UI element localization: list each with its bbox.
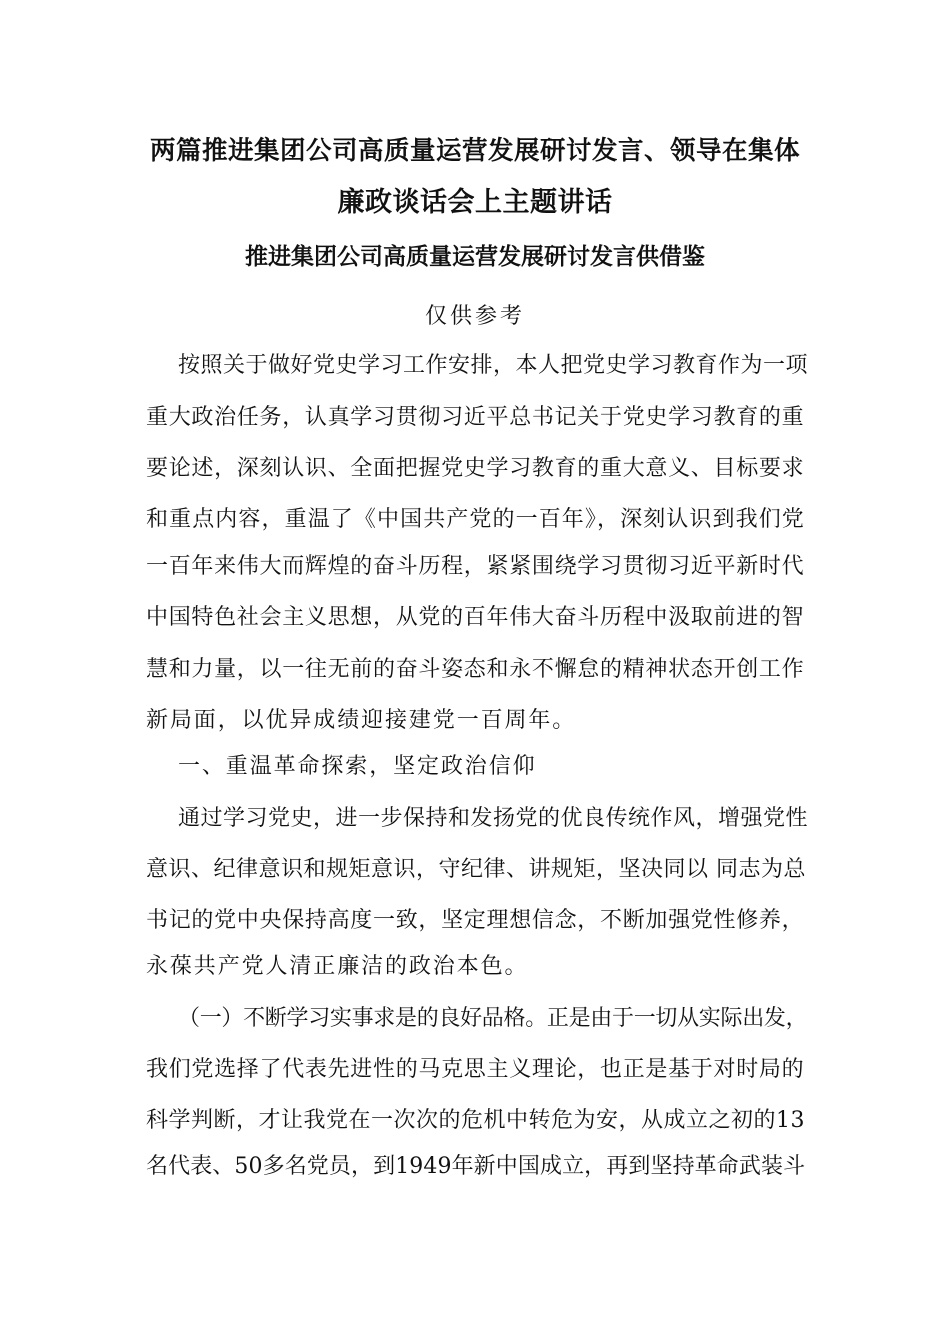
document-title-line-1: 两篇推进集团公司高质量运营发展研讨发言、领导在集体 [149, 136, 800, 166]
body-line: 一百年来伟大而辉煌的奋斗历程，紧紧围绕学习贯彻习近平新时代 [146, 554, 805, 579]
document-title-line-2: 廉政谈话会上主题讲话 [337, 187, 613, 218]
body-line: 永葆共产党人清正廉洁的政治本色。 [146, 954, 529, 979]
document-subtitle: 推进集团公司高质量运营发展研讨发言供借鉴 [245, 244, 705, 270]
reference-note: 仅供参考 [424, 304, 525, 329]
body-line: 我们党选择了代表先进性的马克思主义理论，也正是基于对时局的 [146, 1057, 805, 1082]
body-line: 按照关于做好党史学习工作安排，本人把党史学习教育作为一项 [178, 353, 809, 378]
body-line: 名代表、50多名党员，到1949年新中国成立，再到坚持革命武装斗 [146, 1154, 806, 1179]
body-line: 意识、纪律意识和规矩意识，守纪律、讲规矩，坚决同以 同志为总 [146, 857, 806, 882]
body-line: 慧和力量，以一往无前的奋斗姿态和永不懈怠的精神状态开创工作 [146, 657, 805, 682]
body-line: 科学判断，才让我党在一次次的危机中转危为安，从成立之初的13 [146, 1108, 805, 1133]
body-line: 和重点内容，重温了《中国共产党的一百年》，深刻认识到我们党 [146, 507, 805, 532]
body-line: 书记的党中央保持高度一致，坚定理想信念，不断加强党性修养， [146, 908, 805, 933]
section-heading: 一、重温革命探索，坚定政治信仰 [178, 754, 537, 779]
body-line: 新局面，以优异成绩迎接建党一百周年。 [146, 708, 577, 733]
body-line: 要论述，深刻认识、全面把握党史学习教育的重大意义、目标要求 [146, 456, 805, 481]
body-line: 通过学习党史，进一步保持和发扬党的优良传统作风，增强党性 [178, 806, 809, 831]
subsection-line: （一）不断学习实事求是的良好品格。正是由于一切从实际出发， [178, 1006, 808, 1031]
body-line: 重大政治任务，认真学习贯彻习近平总书记关于党史学习教育的重 [146, 405, 805, 430]
body-line: 中国特色社会主义思想，从党的百年伟大奋斗历程中汲取前进的智 [146, 605, 805, 630]
